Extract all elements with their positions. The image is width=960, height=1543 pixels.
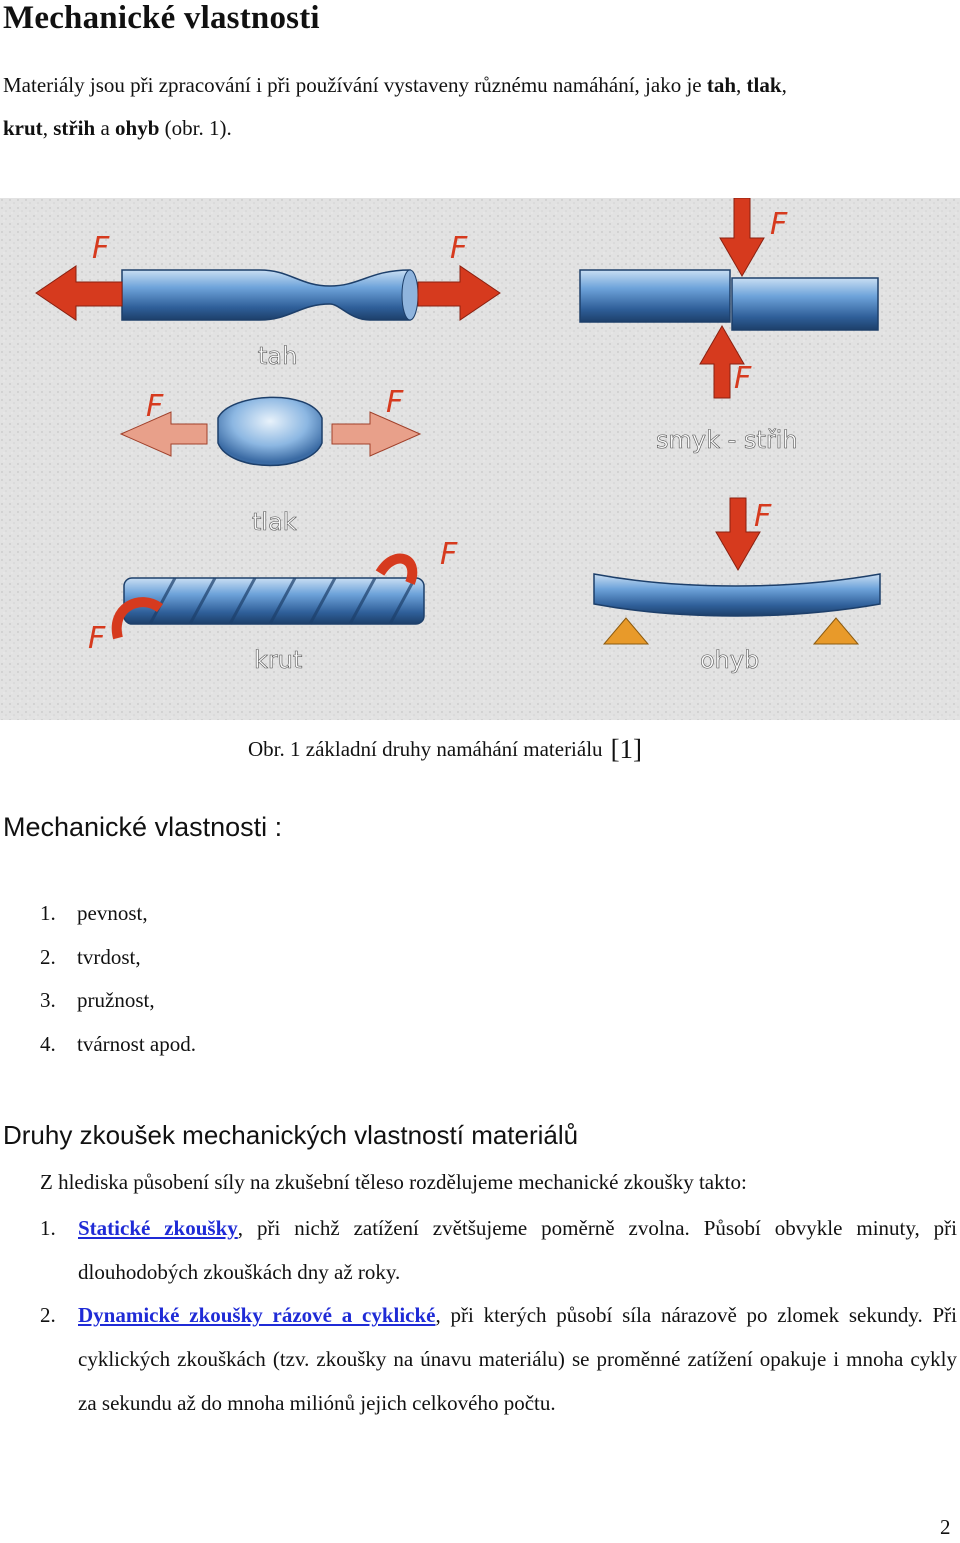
page-title: Mechanické vlastnosti bbox=[3, 0, 320, 36]
list-text: pevnost, bbox=[77, 901, 148, 925]
tests-heading: Druhy zkoušek mechanických vlastností materiálů bbox=[3, 1120, 579, 1150]
intro-text: , bbox=[42, 116, 54, 140]
list-text: tvrdost, bbox=[77, 944, 141, 969]
intro-text: , bbox=[736, 73, 747, 97]
tests-intro: Z hlediska působení síly na zkušební těleso rozdělujeme mechanické zkoušky takto: bbox=[40, 1170, 747, 1194]
tests-list bbox=[40, 1207, 957, 1426]
list-item bbox=[40, 1023, 196, 1067]
term-tah: tah bbox=[706, 73, 737, 97]
intro-text: Materiály jsou při zpracování i při používání vystaveny různému namáhání, jako je bbox=[3, 73, 707, 97]
list-text: tvárnost apod. bbox=[77, 1031, 196, 1056]
list-text: pružnost, bbox=[77, 988, 155, 1012]
list-text: , při kterých působí síla nárazově po zlomek sekundy. Při cyklických zkouškách (tzv. zkoušky na únavu materiálu) se proměnné zatížení opakuje i mnoha cykly za sekundu až do mnoha miliónů jejich celkového počtu. bbox=[78, 1303, 957, 1415]
page-number: 2 bbox=[940, 1515, 951, 1539]
list-item bbox=[40, 1207, 957, 1294]
dynamic-tests-link[interactable]: Dynamické zkoušky rázové a cyklické bbox=[78, 1303, 436, 1328]
label-ohyb: ohyb bbox=[700, 646, 760, 674]
list-item bbox=[40, 892, 196, 936]
label-krut: krut bbox=[254, 646, 303, 674]
caption-text: Obr. 1 základní druhy namáhání materiálu bbox=[248, 737, 603, 761]
list-number: 2. bbox=[40, 1303, 56, 1328]
list-text: , při nichž zatížení zvětšujeme poměrně zvolna. Působí obvykle minuty, při dlouhodobých zkouškách dny až roky. bbox=[78, 1216, 957, 1284]
stress-types-figure bbox=[0, 198, 960, 720]
list-number: 1. bbox=[40, 1216, 56, 1240]
list-number: 4. bbox=[40, 1031, 56, 1056]
term-ohyb: ohyb bbox=[115, 116, 160, 140]
list-item bbox=[40, 1294, 957, 1425]
force-label: F bbox=[450, 231, 468, 266]
force-label: F bbox=[92, 231, 110, 266]
label-tlak: tlak bbox=[252, 508, 297, 536]
intro-text: (obr. 1). bbox=[159, 116, 232, 140]
list-item bbox=[40, 936, 196, 980]
force-label: F bbox=[734, 361, 752, 396]
list-number: 2. bbox=[40, 944, 56, 969]
term-tlak: tlak bbox=[746, 73, 782, 97]
figure-caption bbox=[248, 732, 642, 763]
label-tah: tah bbox=[258, 342, 298, 370]
list-item bbox=[40, 979, 196, 1023]
term-strih: střih bbox=[53, 116, 96, 140]
term-krut: krut bbox=[3, 116, 43, 140]
intro-paragraph bbox=[3, 64, 948, 150]
force-label: F bbox=[386, 385, 404, 420]
list-number: 1. bbox=[40, 901, 56, 925]
force-label: F bbox=[754, 499, 772, 534]
force-label: F bbox=[146, 389, 164, 424]
static-tests-link[interactable]: Statické zkoušky bbox=[78, 1216, 238, 1240]
force-label: F bbox=[88, 621, 106, 656]
force-label: F bbox=[770, 207, 788, 242]
label-smyk-strih: smyk - střih bbox=[656, 426, 798, 454]
caption-reference: [1] bbox=[610, 734, 643, 764]
force-label: F bbox=[440, 537, 458, 572]
intro-text: , bbox=[781, 73, 787, 97]
properties-heading: Mechanické vlastnosti : bbox=[3, 812, 283, 842]
properties-list bbox=[40, 892, 196, 1066]
intro-text: a bbox=[95, 116, 116, 140]
stress-diagram bbox=[0, 198, 960, 720]
list-number: 3. bbox=[40, 988, 56, 1012]
